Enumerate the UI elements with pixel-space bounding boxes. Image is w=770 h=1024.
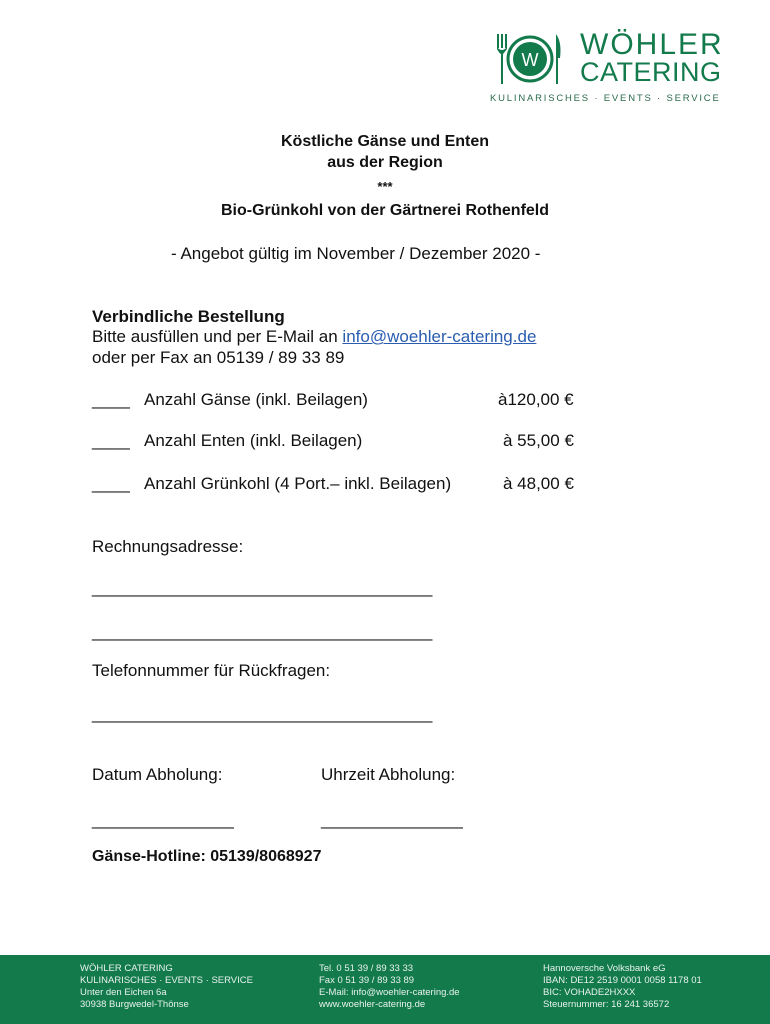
- order-item-ducks-blank[interactable]: ____: [92, 431, 130, 450]
- footer-tagline: KULINARISCHES · EVENTS · SERVICE: [80, 975, 253, 986]
- title-line-3: Bio-Grünkohl von der Gärtnerei Rothenfeld: [220, 202, 550, 219]
- order-instruction: [92, 327, 536, 347]
- pickup-time-line[interactable]: _______________: [321, 810, 463, 829]
- company-logo: [490, 26, 738, 106]
- fax-line: oder per Fax an 05139 / 89 33 89: [92, 348, 345, 367]
- phone-label: Telefonnummer für Rückfragen:: [92, 661, 331, 680]
- offer-validity: - Angebot gültig im November / Dezember 2020 -: [171, 244, 541, 263]
- order-item-kale-blank[interactable]: ____: [92, 474, 130, 493]
- order-item-ducks-label: Anzahl Enten (inkl. Beilagen): [144, 431, 363, 450]
- phone-line[interactable]: ____________________________________: [92, 704, 433, 723]
- footer-company-name: WÖHLER CATERING: [80, 963, 173, 974]
- order-instruction-text: Bitte ausfüllen und per E-Mail an: [92, 327, 343, 346]
- order-item-geese-label: Anzahl Gänse (inkl. Beilagen): [144, 390, 368, 409]
- email-link[interactable]: info@woehler-catering.de: [342, 327, 537, 346]
- cutlery-plate-logo-icon: [494, 26, 564, 92]
- order-item-kale-label: Anzahl Grünkohl (4 Port.– inkl. Beilagen): [144, 474, 452, 493]
- footer-iban: IBAN: DE12 2519 0001 0058 1178 01: [543, 975, 702, 986]
- footer-bank-name: Hannoversche Volksbank eG: [543, 963, 666, 974]
- footer-phone: Tel. 0 51 39 / 89 33 33: [319, 963, 414, 974]
- footer-email[interactable]: E-Mail: info@woehler-catering.de: [319, 987, 460, 998]
- svg-text:W: W: [521, 50, 539, 70]
- order-item-kale-price: à 48,00 €: [503, 474, 574, 493]
- footer-tax-number: Steuernummer: 16 241 36572: [543, 999, 670, 1010]
- footer-fax: Fax 0 51 39 / 89 33 89: [319, 975, 415, 986]
- title-line-2: aus der Region: [327, 154, 443, 171]
- logo-tagline: KULINARISCHES · EVENTS · SERVICE: [490, 93, 721, 104]
- logo-name-line2: CATERING: [580, 57, 722, 87]
- billing-address-line-2[interactable]: ____________________________________: [92, 622, 433, 641]
- pickup-date-line[interactable]: _______________: [92, 810, 234, 829]
- title-line-1: Köstliche Gänse und Enten: [280, 133, 490, 150]
- pickup-time-label: Uhrzeit Abholung:: [321, 765, 456, 784]
- footer-contact: [319, 963, 460, 1011]
- footer-street: Unter den Eichen 6a: [80, 987, 167, 998]
- billing-address-label: Rechnungsadresse:: [92, 537, 244, 556]
- footer-bar: [0, 955, 770, 1024]
- footer-bank: [543, 963, 702, 1011]
- order-item-ducks-price: à 55,00 €: [503, 431, 574, 450]
- footer-city: 30938 Burgwedel-Thönse: [80, 999, 189, 1010]
- footer-website[interactable]: www.woehler-catering.de: [319, 999, 426, 1010]
- order-heading: Verbindliche Bestellung: [92, 307, 285, 326]
- title-separator: ***: [377, 179, 393, 194]
- footer-bic: BIC: VOHADE2HXXX: [543, 987, 636, 998]
- billing-address-line-1[interactable]: ____________________________________: [92, 578, 433, 597]
- hotline: Gänse-Hotline: 05139/8068927: [92, 848, 322, 865]
- footer-address: [80, 963, 253, 1011]
- order-item-geese-blank[interactable]: ____: [92, 390, 130, 409]
- logo-name-line1: WÖHLER: [580, 28, 724, 61]
- order-item-geese-price: à120,00 €: [498, 390, 574, 409]
- pickup-date-label: Datum Abholung:: [92, 765, 223, 784]
